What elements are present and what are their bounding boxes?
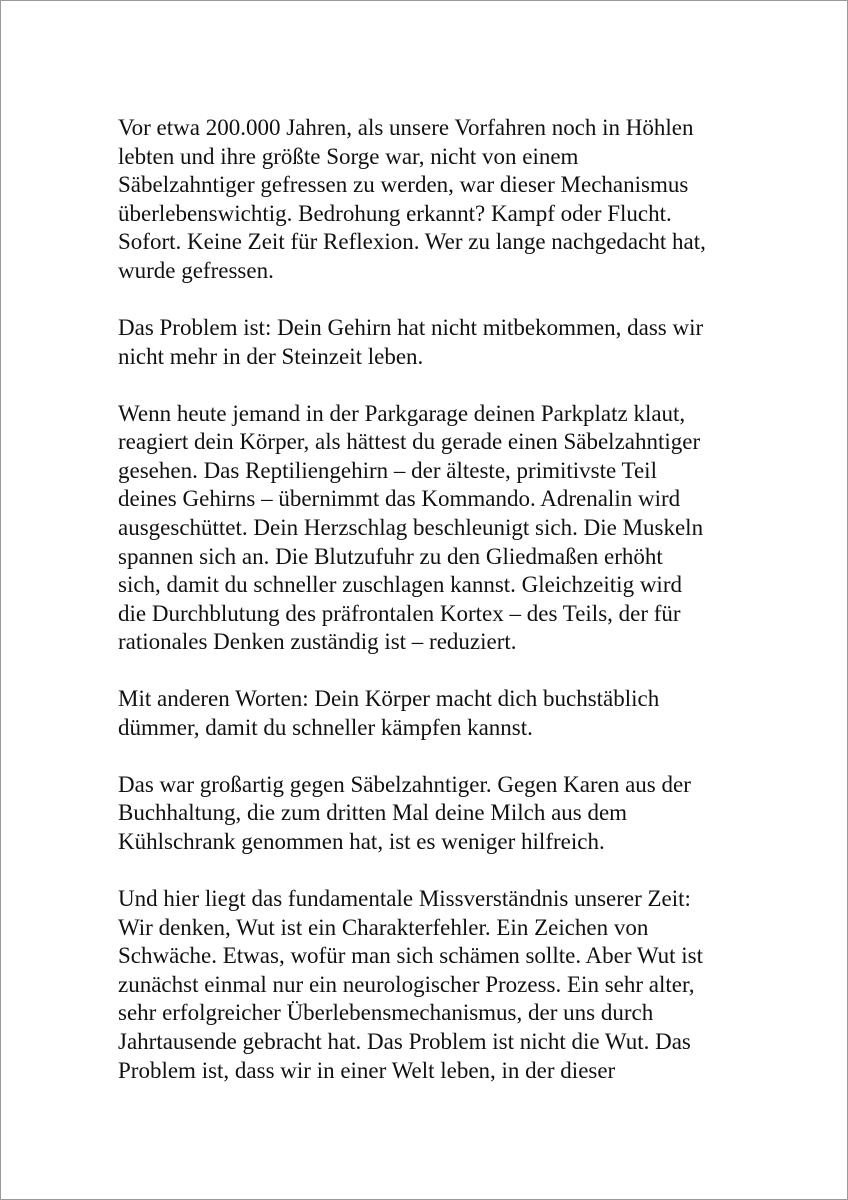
- text-line: Das war großartig gegen Säbelzahntiger. Gegen Karen aus der: [118, 771, 691, 797]
- text-line: Kühlschrank genommen hat, ist es weniger hilfreich.: [118, 829, 605, 855]
- text-line: zunächst einmal nur ein neurologischer Prozess. Ein sehr alter,: [118, 971, 695, 997]
- paragraph: [118, 314, 758, 371]
- text-line: Jahrtausende gebracht hat. Das Problem ist nicht die Wut. Das: [118, 1028, 691, 1054]
- text-line: ausgeschüttet. Dein Herzschlag beschleunigt sich. Die Muskeln: [118, 514, 704, 540]
- text-line: die Durchblutung des präfrontalen Kortex – des Teils, der für: [118, 600, 681, 626]
- text-line: deines Gehirns – übernimmt das Kommando. Adrenalin wird: [118, 486, 681, 512]
- text-line: nicht mehr in der Steinzeit leben.: [118, 343, 424, 369]
- text-line: Problem ist, dass wir in einer Welt leben, in der dieser: [118, 1057, 616, 1083]
- paragraph: [118, 885, 758, 1085]
- paragraph: [118, 771, 758, 857]
- text-line: Vor etwa 200.000 Jahren, als unsere Vorfahren noch in Höhlen: [118, 115, 694, 140]
- text-line: Mit anderen Worten: Dein Körper macht dich buchstäblich: [118, 686, 660, 712]
- text-line: reagiert dein Körper, als hättest du gerade einen Säbelzahntiger: [118, 429, 701, 455]
- text-line: Sofort. Keine Zeit für Reflexion. Wer zu lange nachgedacht hat,: [118, 229, 706, 255]
- text-line: wurde gefressen.: [118, 257, 274, 283]
- text-line: überlebenswichtig. Bedrohung erkannt? Kampf oder Flucht.: [118, 200, 672, 226]
- text-line: spannen sich an. Die Blutzufuhr zu den Gliedmaßen erhöht: [118, 543, 663, 569]
- paragraph: [118, 114, 758, 286]
- text-line: Und hier liegt das fundamentale Missverständnis unserer Zeit:: [118, 886, 691, 912]
- text-line: dümmer, damit du schneller kämpfen kannst.: [118, 714, 533, 740]
- text-line: sich, damit du schneller zuschlagen kannst. Gleichzeitig wird: [118, 572, 682, 598]
- text-line: rationales Denken zuständig ist – reduziert.: [118, 629, 517, 655]
- text-line: Buchhaltung, die zum dritten Mal deine Milch aus dem: [118, 800, 628, 826]
- text-line: Wenn heute jemand in der Parkgarage deinen Parkplatz klaut,: [118, 400, 686, 426]
- text-line: lebten und ihre größte Sorge war, nicht von einem: [118, 143, 579, 169]
- text-line: gesehen. Das Reptiliengehirn – der älteste, primitivste Teil: [118, 457, 657, 483]
- text-line: Säbelzahntiger gefressen zu werden, war dieser Mechanismus: [118, 172, 689, 198]
- paragraph: [118, 400, 758, 657]
- page-body-text: [118, 114, 758, 1114]
- text-line: Wir denken, Wut ist ein Charakterfehler. Ein Zeichen von: [118, 914, 649, 940]
- text-line: Schwäche. Etwas, wofür man sich schämen sollte. Aber Wut ist: [118, 943, 704, 969]
- text-line: Das Problem ist: Dein Gehirn hat nicht mitbekommen, dass wir: [118, 314, 704, 340]
- paragraph: [118, 685, 758, 742]
- text-line: sehr erfolgreicher Überlebensmechanismus, der uns durch: [118, 1000, 654, 1026]
